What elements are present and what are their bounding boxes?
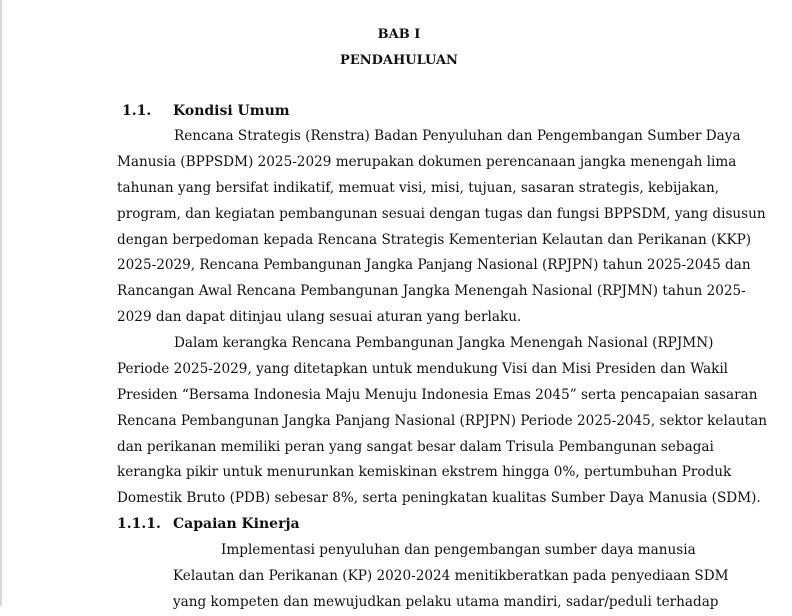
text-line: Kelautan dan Perikanan (KP) 2020-2024 menitikberatkan pada penyediaan SDM — [173, 567, 729, 584]
text-line: Presiden “Bersama Indonesia Maju Menuju Indonesia Emas 2045” serta pencapaian sasaran — [117, 386, 758, 403]
text-line: 2029 dan dapat ditinjau ulang sesuai aturan yang berlaku. — [117, 309, 522, 326]
paragraph-capaian — [173, 538, 729, 616]
text-line: Rancangan Awal Rencana Pembangunan Jangka Menengah Nasional (RPJMN) tahun 2025- — [117, 283, 746, 300]
section-heading-capaian-kinerja — [117, 516, 300, 532]
paragraph-renstra — [117, 124, 766, 331]
text-line: Implementasi penyuluhan dan pengembangan sumber daya manusia — [221, 542, 696, 558]
text-line: program, dan kegiatan pembangunan sesuai dengan tugas dan fungsi BPPSDM, yang disusun — [117, 205, 766, 222]
text-line: tahunan yang bersifat indikatif, memuat visi, misi, tujuan, sasaran strategis, kebijakan, — [117, 179, 720, 196]
section-heading-kondisi-umum — [122, 103, 290, 119]
text-line: Rencana Pembangunan Jangka Panjang Nasional (RPJPN) Periode 2025-2045, sektor kelautan — [117, 412, 767, 429]
page-edge — [0, 0, 2, 606]
section-title: Kondisi Umum — [173, 103, 290, 119]
text-line: 2025-2029, Rencana Pembangunan Jangka Panjang Nasional (RPJPN) tahun 2025-2045 dan — [117, 257, 751, 274]
text-line: Periode 2025-2029, yang ditetapkan untuk mendukung Visi dan Misi Presiden dan Wakil — [117, 360, 729, 377]
text-line: yang kompeten dan mewujudkan pelaku utama mandiri, sadar/peduli terhadap — [173, 593, 719, 610]
text-line: dengan berpedoman kepada Rencana Strategis Kementerian Kelautan dan Perikanan (KKP) — [117, 231, 752, 248]
text-line: dan perikanan memiliki peran yang sangat besar dalam Trisula Pembangunan sebagai — [117, 438, 714, 455]
paragraph-rpjmn — [117, 331, 767, 512]
text-line: Manusia (BPPSDM) 2025-2029 merupakan dokumen perencanaan jangka menengah lima — [117, 153, 737, 170]
section-number: 1.1. — [122, 103, 152, 119]
chapter-title: PENDAHULUAN — [340, 53, 458, 68]
text-line: Domestik Bruto (PDB) sebesar 8%, serta peningkatan kualitas Sumber Daya Manusia (SDM). — [117, 490, 761, 507]
text-line: Dalam kerangka Rencana Pembangunan Jangka Menengah Nasional (RPJMN) — [174, 335, 714, 351]
text-line: Rencana Strategis (Renstra) Badan Penyuluhan dan Pengembangan Sumber Daya — [174, 128, 741, 144]
section-number: 1.1.1. — [117, 516, 161, 532]
chapter-label: BAB I — [377, 27, 421, 42]
text-line: kerangka pikir untuk menurunkan kemiskinan ekstrem hingga 0%, pertumbuhan Produk — [117, 464, 732, 481]
section-title: Capaian Kinerja — [173, 516, 300, 532]
